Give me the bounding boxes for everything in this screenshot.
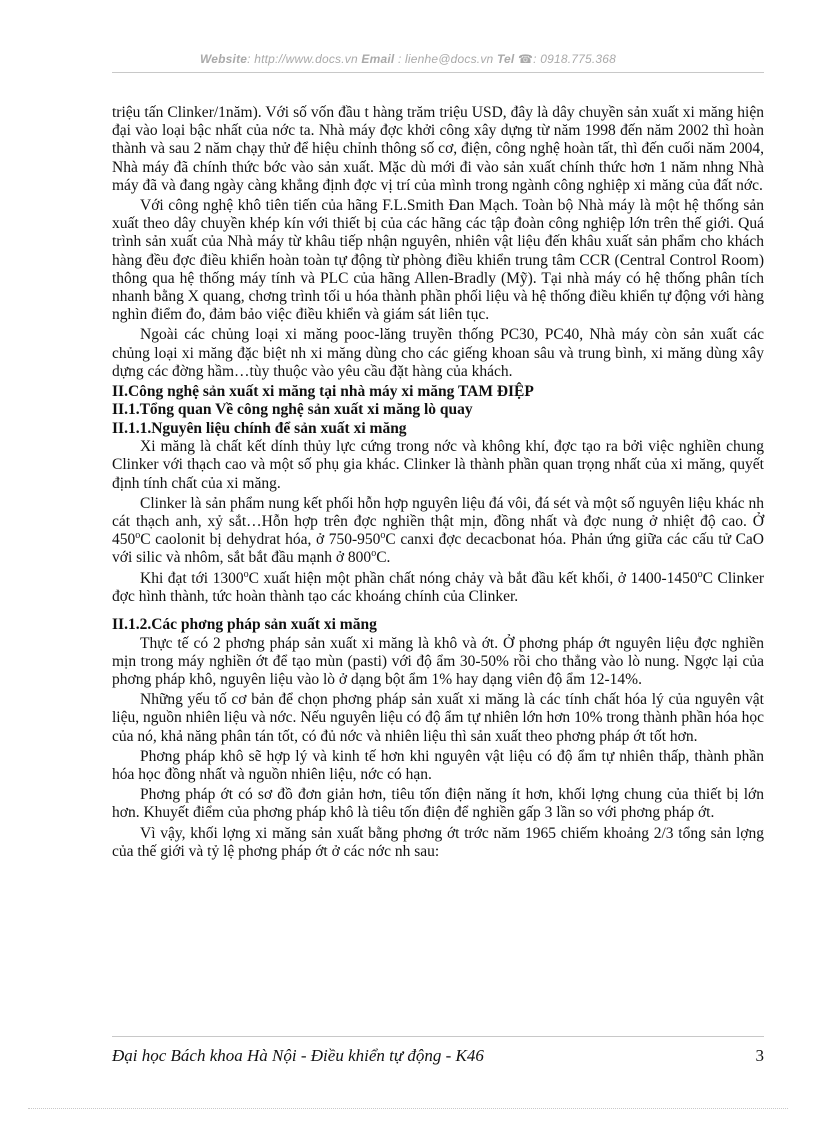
footer-text: Đại học Bách khoa Hà Nội - Điều khiển tự động - K46: [112, 1046, 484, 1065]
document-body: [112, 104, 764, 863]
paragraph: Phơng pháp ớt có sơ đồ đơn giản hơn, tiêu tốn điện năng ít hơn, khối lợng chung của thiết bị lớn hơn. Khuyết điểm của phơng pháp khô là tiêu tốn điện để nghiền gấp 3 lần so với phơng pháp ớt.: [112, 786, 764, 822]
website-value: : http://www.docs.vn: [247, 52, 358, 66]
section-heading: II.1.Tổng quan Về công nghệ sản xuất xi măng lò quay: [112, 401, 473, 419]
page-number: 3: [755, 1046, 764, 1065]
website-label: Website: [199, 52, 248, 66]
section-heading: II.Công nghệ sản xuất xi măng tại nhà máy xi măng TAM ĐIỆP: [112, 383, 534, 401]
email-label: Email: [361, 52, 395, 66]
paragraph: Phơng pháp khô sẽ hợp lý và kinh tế hơn khi nguyên vật liệu có độ ẩm tự nhiên thấp, thành phần hóa học đồng nhất và nguồn nhiên liệu, nớc có hạn.: [112, 747, 764, 783]
paragraph: Clinker là sản phẩm nung kết phối hỗn hợp nguyên liệu đá vôi, đá sét và một số nguyên liệu khác nh cát thạch anh, xỷ sắt…Hỗn hợp trên đợc nghiền thật mịn, đồng nhất và đợc nung ở nhiệt độ cao. Ở 450$^o$C caolonit bị dehydrat hóa, ở 750-950$^o$C canxi đợc decacbonat hóa. Phản ứng giữa các cấu tử CaO với silic và nhôm, sắt bắt đầu mạnh ở 800$^o$C.: [112, 494, 764, 567]
paragraph: Ngoài các chủng loại xi măng pooc-lăng truyền thống PC30, PC40, Nhà máy còn sản xuất các chủng loại xi măng đặc biệt nh xi măng dùng cho các giếng khoan sâu và trung bình, xi măng dùng xây dựng các đờng hầm…tùy thuộc vào yêu cầu đặt hàng của khách.: [112, 326, 764, 380]
page-footer: [112, 1046, 764, 1066]
paragraph: Với công nghệ khô tiên tiến của hãng F.L.Smith Đan Mạch. Toàn bộ Nhà máy là một hệ thống sản xuất theo dây chuyền khép kín với thiết bị của các hãng các tập đoàn công nghiệp lớn trên thế giới. Quá trình sản xuất của Nhà máy từ khâu tiếp nhận nguyên, nhiên vật liệu đến khâu xuất sản phẩm cho khách hàng đều đợc điều khiển hoàn toàn tự động từ phòng điều khiển trung tâm CCR (Central Control Room) thông qua hệ thống máy tính và PLC của hãng Allen-Bradly (Mỹ). Tại nhà máy có hệ thống phân tích nhanh bằng X quang, chơng trình tối u hóa thành phần phối liệu và hệ thống điều khiển tự động với hàng nghìn điểm đo, đảm bảo việc điều khiển và giám sát liên tục.: [112, 197, 764, 324]
page-header: [0, 52, 816, 66]
section-heading: II.1.1.Nguyên liệu chính để sản xuất xi măng: [112, 419, 407, 437]
paragraph: Thực tế có 2 phơng pháp sản xuất xi măng là khô và ớt. Ở phơng pháp ớt nguyên liệu đợc nghiền mịn trong máy nghiền ớt để tạo mùn (pasti) với độ ẩm 30-50% rồi cho thẳng vào lò nung. Ngợc lại của phơng pháp khô, nguyên liệu vào lò ở dạng bột ẩm 1% hay dạng viên độ ẩm 12-14%.: [112, 634, 764, 688]
paragraph: Xi măng là chất kết dính thủy lực cứng trong nớc và không khí, đợc tạo ra bởi việc nghiền chung Clinker với thạch cao và một số phụ gia khác. Clinker là thành phần quan trọng nhất của xi măng, quyết định tính chất của xi măng.: [112, 438, 764, 492]
tel-label: Tel: [496, 52, 515, 66]
header-rule: [112, 72, 764, 73]
paragraph: Những yếu tố cơ bản để chọn phơng pháp sản xuất xi măng là các tính chất hóa lý của nguyên vật liệu, nguồn nhiên liệu và nớc. Nếu nguyên liệu có độ ẩm tự nhiên lớn hơn 10% trong thành phần hóa học của nó, khả năng phân tán tốt, có đủ nớc và nhiên liệu thì sản xuất theo phơng pháp ớt tốt hơn.: [112, 691, 764, 745]
email-value: : lienhe@docs.vn: [397, 52, 494, 66]
paragraph: triệu tấn Clinker/1năm). Với số vốn đầu t hàng trăm triệu USD, đây là dây chuyền sản xuất xi măng hiện đại vào loại bậc nhất của nớc ta. Nhà máy đợc khởi công xây dựng từ năm 1998 đến năm 2002 thì hoàn thành và sau 2 năm chạy thử để hiệu chỉnh thông số cơ, điện, công nghệ hoàn tất, thì đến cuối năm 2004, Nhà máy đã chính thức bớc vào sản xuất. Mặc dù mới đi vào sản xuất chính thức hơn 1 năm nhng Nhà máy đã và đang ngày càng khẳng định đợc vị trí của mình trong ngành công nghiệp xi măng của đất nớc.: [112, 104, 764, 194]
tel-value: ☎: 0918.775.368: [518, 52, 617, 66]
bottom-dotted-rule: [28, 1108, 788, 1109]
paragraph: Vì vậy, khối lợng xi măng sản xuất bằng phơng ớt trớc năm 1965 chiếm khoảng 2/3 tổng sản lợng của thế giới và tỷ lệ phơng pháp ớt ở các nớc nh sau:: [112, 824, 764, 860]
paragraph: Khi đạt tới 1300$^o$C xuất hiện một phần chất nóng chảy và bắt đầu kết khối, ở 1400-1450$^o$C Clinker đợc hình thành, tức hoàn thành tạo các khoáng chính của Clinker.: [112, 568, 764, 605]
footer-rule: [112, 1036, 764, 1037]
section-heading: II.1.2.Các phơng pháp sản xuất xi măng: [112, 616, 377, 634]
